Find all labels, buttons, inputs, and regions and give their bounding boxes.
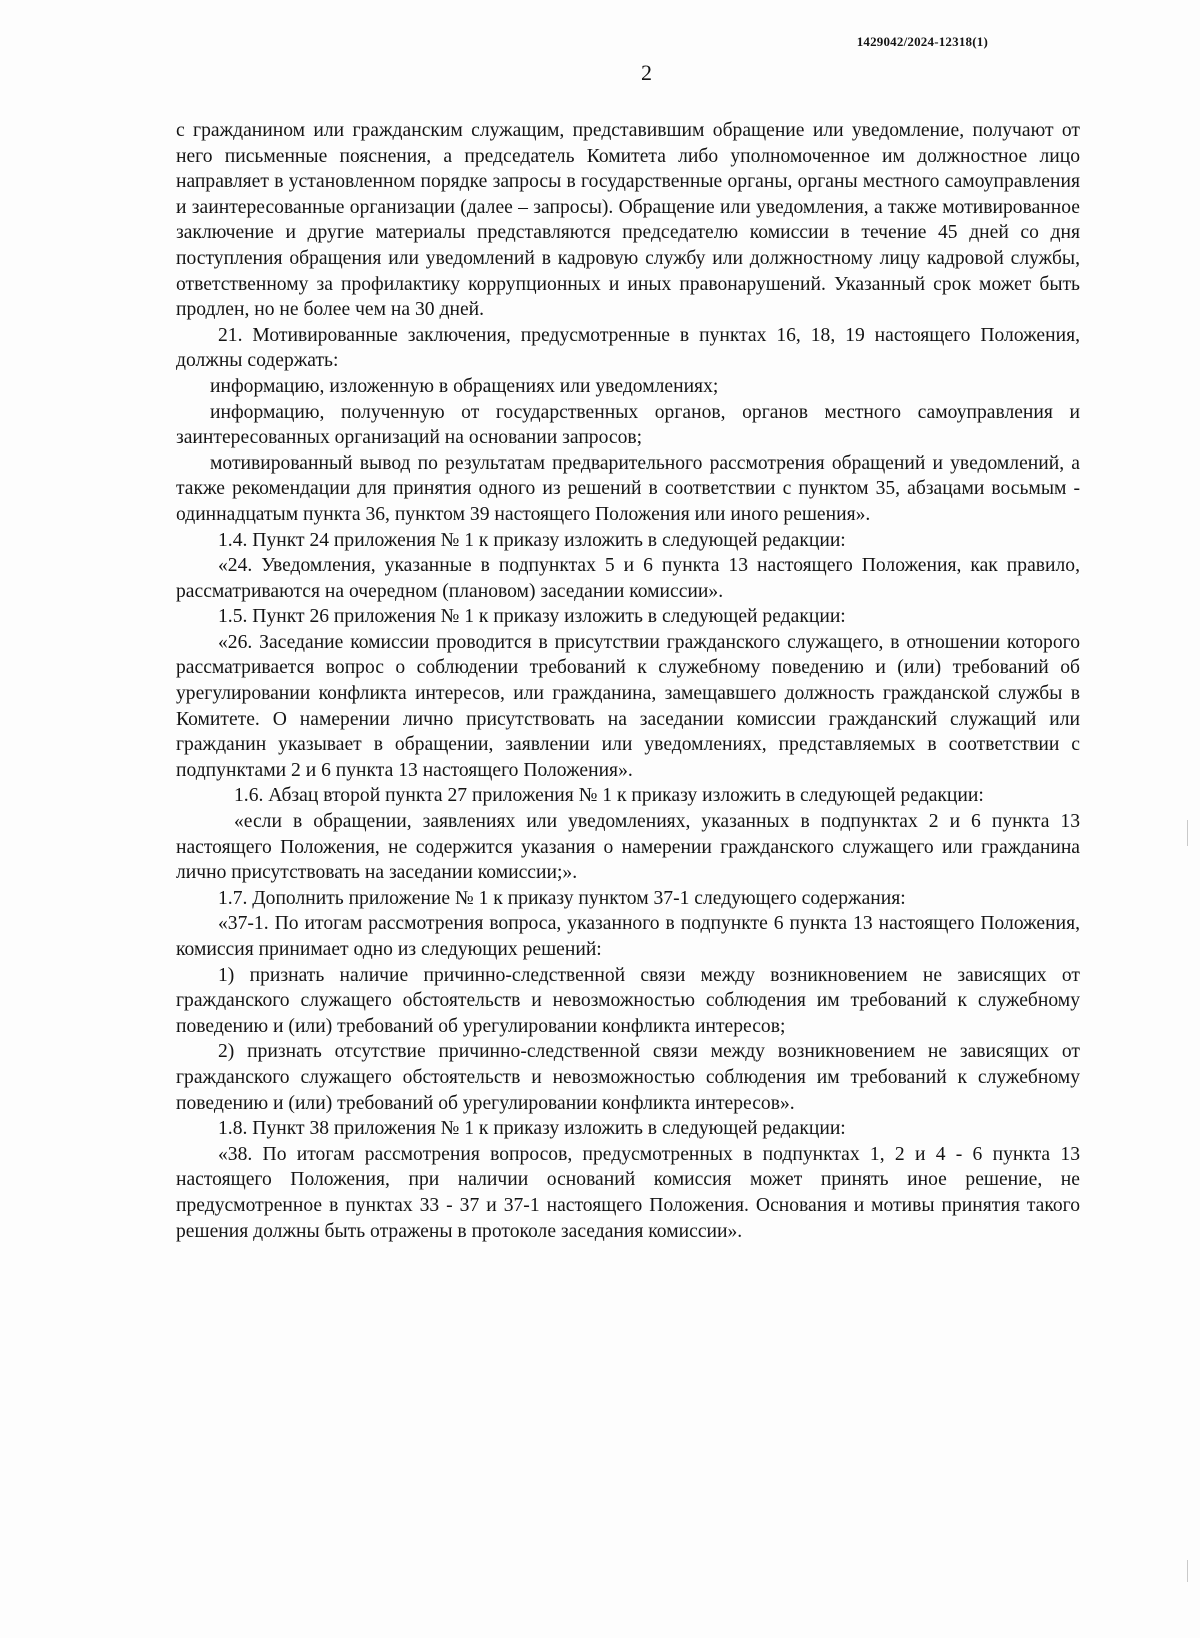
paragraph: 21. Мотивированные заключения, предусмотренные в пунктах 16, 18, 19 настоящего Положения, должны содержать: (176, 324, 1080, 372)
paragraph: 1.7. Дополнить приложение № 1 к приказу пунктом 37-1 следующего содержания: (218, 887, 906, 909)
scan-edge-mark (1187, 820, 1188, 846)
paragraph: 1.8. Пункт 38 приложения № 1 к приказу изложить в следующей редакции: (218, 1118, 846, 1140)
paragraph: информацию, полученную от государственных органов, органов местного самоуправления и заинтересованных организаций на основании запросов; (176, 401, 1080, 449)
paragraph: информацию, изложенную в обращениях или уведомлениях; (210, 375, 719, 397)
document-body (176, 118, 1080, 1244)
paragraph: «38. По итогам рассмотрения вопросов, предусмотренных в подпунктах 1, 2 и 4 - 6 пункта 13 настоящего Положения, при наличии оснований комиссия может принять иное решение, не предусмотренное в пунктах 33 - 37 и 37-1 настоящего Положения. Основания и мотивы принятия такого решения должны быть отражены в протоколе заседания комиссии». (176, 1143, 1080, 1242)
scan-edge-mark (1187, 1560, 1188, 1582)
page-number: 2 (641, 60, 652, 85)
paragraph: 1) признать наличие причинно-следственной связи между возникновением не зависящих от гражданского служащего обстоятельств и невозможностью соблюдения им требований к служебному поведению и (или) требований об урегулировании конфликта интересов; (176, 964, 1080, 1037)
paragraph: 2) признать отсутствие причинно-следственной связи между возникновением не зависящих от гражданского служащего обстоятельств и невозможностью соблюдения им требований к служебному поведению и (или) требований об урегулировании конфликта интересов». (176, 1041, 1080, 1114)
paragraph: «если в обращении, заявлениях или уведомлениях, указанных в подпунктах 2 и 6 пункта 13 настоящего Положения, не содержится указания о намерении гражданского служащего или гражданина лично присутствовать на заседании комиссии;». (176, 811, 1080, 884)
paragraph: «26. Заседание комиссии проводится в присутствии гражданского служащего, в отношении которого рассматривается вопрос о соблюдении требований к служебному поведению и (или) требований об урегулировании конфликта интересов, или гражданина, замещавшего должность гражданской службы в Комитете. О намерении лично присутствовать на заседании комиссии гражданский служащий или гражданин указывает в обращении, заявлении или уведомлениях, представляемых в соответствии с подпунктами 2 и 6 пункта 13 настоящего Положения». (176, 631, 1080, 781)
paragraph: с гражданином или гражданским служащим, представившим обращение или уведомление, получают от него письменные пояснения, а председатель Комитета либо уполномоченное им должностное лицо направляет в установленном порядке запросы в государственные органы, органы местного самоуправления и заинтересованные организации (далее – запросы). Обращение или уведомления, а также мотивированное заключение и другие материалы представляются председателю комиссии в течение 45 дней со дня поступления обращения или уведомлений в кадровую службу или должностному лицу кадровой службы, ответственному за профилактику коррупционных и иных правонарушений. Указанный срок может быть продлен, но не более чем на 30 дней. (176, 120, 1080, 321)
paragraph: мотивированный вывод по результатам предварительного рассмотрения обращений и уведомлений, а также рекомендации для принятия одного из решений в соответствии с пунктом 35, абзацами восьмым - одиннадцатым пункта 36, пунктом 39 настоящего Положения или иного решения». (176, 452, 1080, 525)
paragraph: «24. Уведомления, указанные в подпунктах 5 и 6 пункта 13 настоящего Положения, как правило, рассматриваются на очередном (плановом) заседании комиссии». (176, 555, 1080, 602)
document-registration-number: 1429042/2024-12318(1) (856, 34, 988, 49)
paragraph: «37-1. По итогам рассмотрения вопроса, указанного в подпункте 6 пункта 13 настоящего Положения, комиссия принимает одно из следующих решений: (176, 913, 1080, 960)
paragraph: 1.6. Абзац второй пункта 27 приложения № 1 к приказу изложить в следующей редакции: (234, 785, 984, 807)
paragraph: 1.5. Пункт 26 приложения № 1 к приказу изложить в следующей редакции: (218, 606, 846, 628)
paragraph: 1.4. Пункт 24 приложения № 1 к приказу изложить в следующей редакции: (218, 529, 846, 551)
